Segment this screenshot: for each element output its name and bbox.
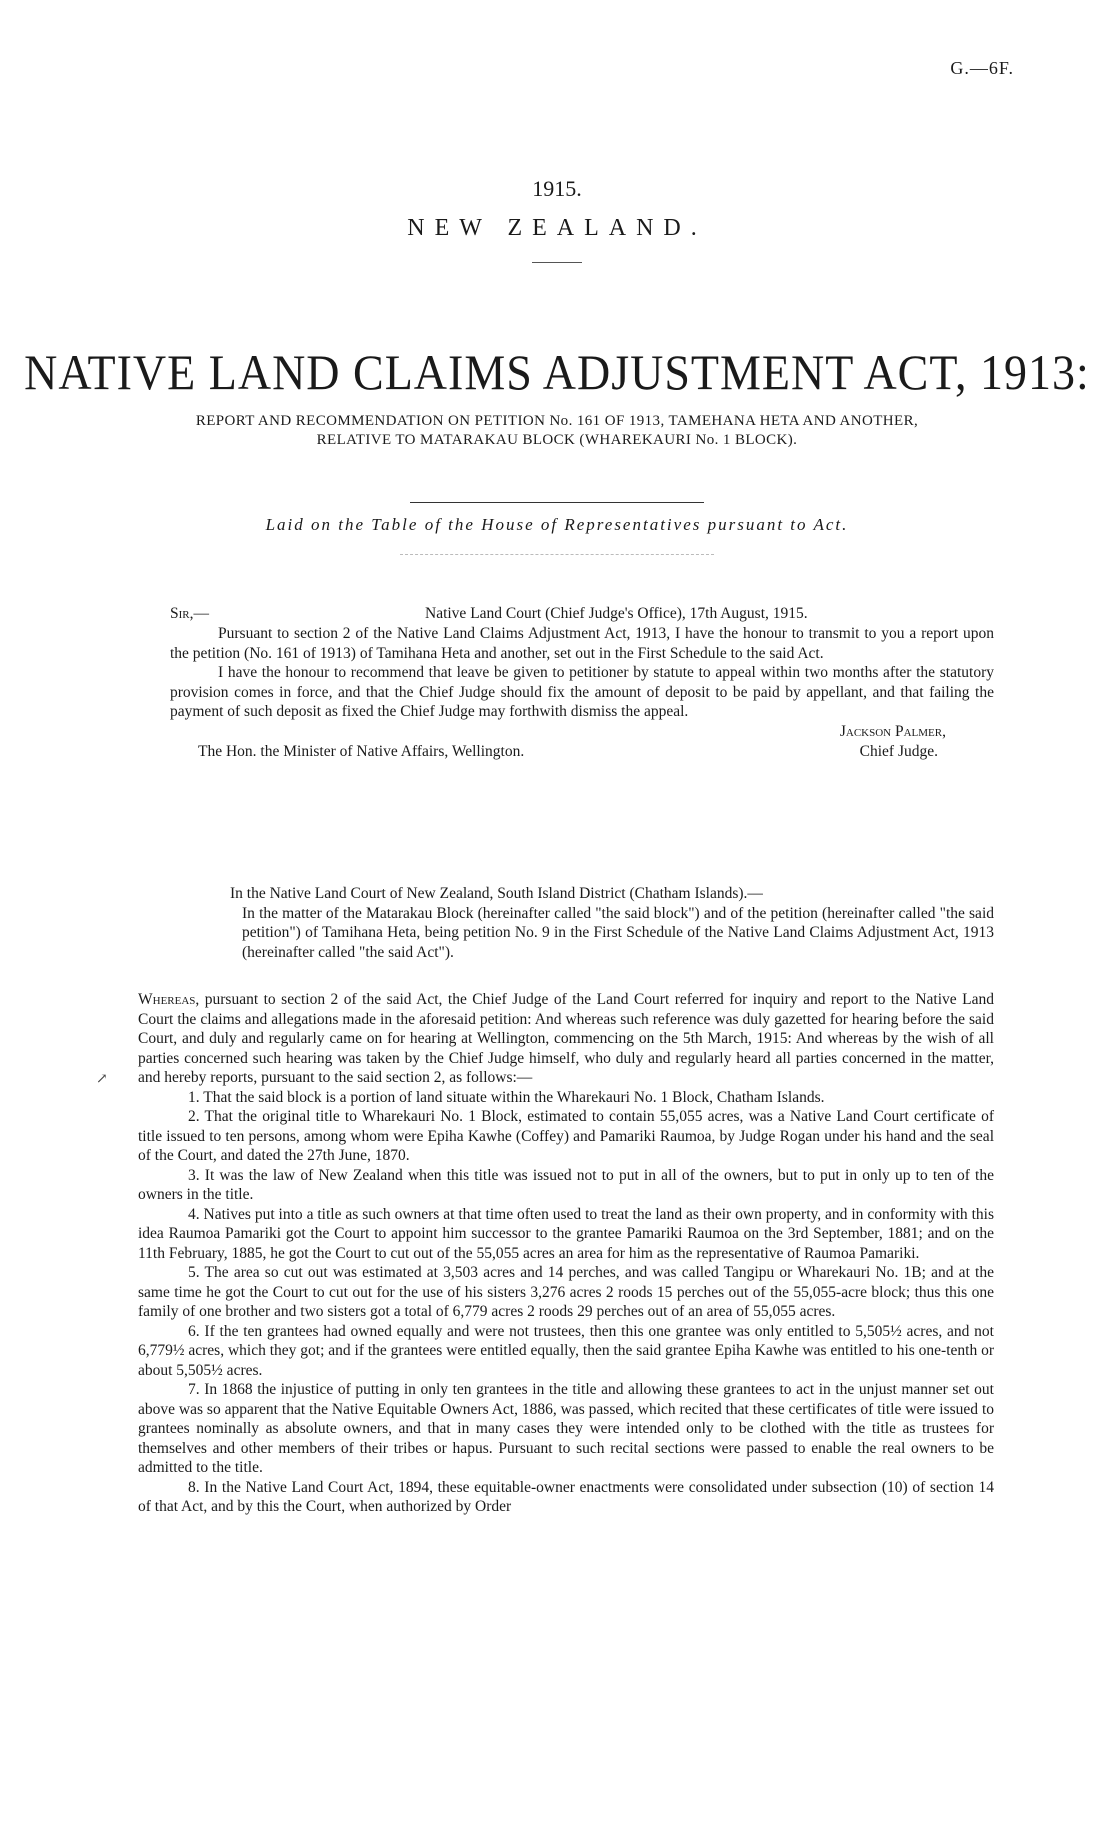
- report-paragraph: 3. It was the law of New Zealand when this title was issued not to put in all of the owners, but to put in only up to ten of the owners in the title.: [138, 1166, 994, 1203]
- letter-addressee: The Hon. the Minister of Native Affairs, Wellington.: [198, 742, 525, 760]
- divider: [410, 502, 704, 503]
- caption-line: In the Native Land Court of New Zealand, South Island District (Chatham Islands).—: [230, 885, 763, 902]
- publication-year: 1915.: [532, 176, 582, 201]
- divider: [400, 554, 714, 555]
- divider: [532, 262, 582, 263]
- whereas-word: Whereas,: [138, 991, 200, 1008]
- report-paragraph: 5. The area so cut out was estimated at 3,503 acres and 14 perches, and was called Tangipu or Wharekauri No. 1B; and at the same time he got the Court to cut out for the use of his sisters 3,276 acres 2 roods 15 perches out of the 55,055-acre block; thus this one family of one brother and two sisters got a total of 6,779 acres 2 roods 29 perches out of an area of 55,055 acres.: [138, 1264, 994, 1320]
- whereas-text: pursuant to section 2 of the said Act, the Chief Judge of the Land Court referred for inquiry and report to the Native Land Court the claims and allegations made in the aforesaid petition: And whereas such reference was duly gazetted for hearing before the said Court, and duly and regularly came on for hearing at Wellington, commencing on the 5th March, 1915: And whereas by the wish of all parties concerned such hearing was taken by the Chief Judge himself, who duly and regularly heard all parties concerned in the matter, and hereby reports, pursuant to the said section 2, as follows:—: [138, 991, 994, 1086]
- margin-mark: ↗: [96, 1072, 108, 1087]
- signatory-title: Chief Judge.: [859, 742, 938, 760]
- document-title: NATIVE LAND CLAIMS ADJUSTMENT ACT, 1913:: [24, 344, 1090, 401]
- laid-on-table-note: Laid on the Table of the House of Representatives pursuant to Act.: [265, 515, 849, 534]
- court-caption: [230, 884, 994, 962]
- country-heading: NEW ZEALAND.: [407, 215, 707, 241]
- whereas-paragraph: [138, 990, 994, 1088]
- report-paragraph: 6. If the ten grantees had owned equally and were not trustees, then this one grantee was only entitled to 5,505½ acres, and not 6,779½ acres, which they got; and if the grantees were entitled equally, then the said grantee Epiha Kawhe was entitled to his one-tenth or about 5,505½ acres.: [138, 1322, 994, 1379]
- letter-paragraph: I have the honour to recommend that leave be given to petitioner by statute to appeal within two months after the statutory provision comes in force, and that the Chief Judge should fix the amount of deposit to be paid by appellant, and that failing the payment of such deposit as fixed the Chief Judge may forthwith dismiss the appeal.: [170, 664, 994, 720]
- letter-paragraph: Pursuant to section 2 of the Native Land Claims Adjustment Act, 1913, I have the honour to transmit to you a report upon the petition (No. 161 of 1913) of Tamihana Heta and another, set out in the First Schedule to the said Act.: [170, 625, 994, 662]
- report-body: [138, 990, 994, 1517]
- letter-salutation: Sir,—: [170, 605, 209, 622]
- report-paragraph: 1. That the said block is a portion of land situate within the Wharekauri No. 1 Block, Chatham Islands.: [188, 1088, 825, 1106]
- covering-letter: [170, 604, 994, 762]
- report-paragraph: 2. That the original title to Wharekauri No. 1 Block, estimated to contain 55,055 acres, was a Native Land Court certificate of title issued to ten persons, among whom were Epiha Kawhe (Coffey) and Pamariki Raumoa, by Judge Rogan under his hand and the seal of the Court, and dated the 27th June, 1870.: [138, 1108, 994, 1164]
- report-paragraph: 8. In the Native Land Court Act, 1894, these equitable-owner enactments were consolidated under subsection (10) of section 14 of that Act, and by this the Court, when authorized by Order: [138, 1478, 994, 1515]
- caption-body: In the matter of the Matarakau Block (hereinafter called "the said block") and of the petition (hereinafter called "the said petition") of Tamihana Heta, being petition No. 9 in the First Schedule of the Native Land Claims Adjustment Act, 1913 (hereinafter called "the said Act").: [242, 904, 994, 961]
- report-paragraph: 4. Natives put into a title as such owners at that time often used to treat the land as their own property, and in conformity with this idea Raumoa Pamariki got the Court to appoint him successor to the grantee Pamariki Raumoa on the 3rd September, 1881; and on the 11th February, 1885, he got the Court to cut out of the 55,055 acres an area for him as the representative of Raumoa Pamariki.: [138, 1205, 994, 1262]
- report-paragraph: 7. In 1868 the injustice of putting in only ten grantees in the title and allowing these grantees to act in the unjust manner set out above was so apparent that the Native Equitable Owners Act, 1886, was passed, which recited that these certificates of title were issued to grantees nominally as absolute owners, and that in many cases they were intended only to be clothed with the title as trustees for themselves and other members of their tribes or hapus. Pursuant to such recital sections were passed to enable the real owners to be admitted to the title.: [138, 1381, 994, 1476]
- signatory-name: Jackson Palmer,: [839, 722, 946, 740]
- document-subtitle: REPORT AND RECOMMENDATION ON PETITION No. 161 OF 1913, TAMEHANA HETA AND ANOTHER, RELATIVE TO MATARAKAU BLOCK (WHAREKAURI No. 1 BLOCK).: [195, 413, 919, 448]
- letter-dateline: Native Land Court (Chief Judge's Office), 17th August, 1915.: [425, 605, 808, 622]
- page-reference: G.—6F.: [950, 58, 1014, 78]
